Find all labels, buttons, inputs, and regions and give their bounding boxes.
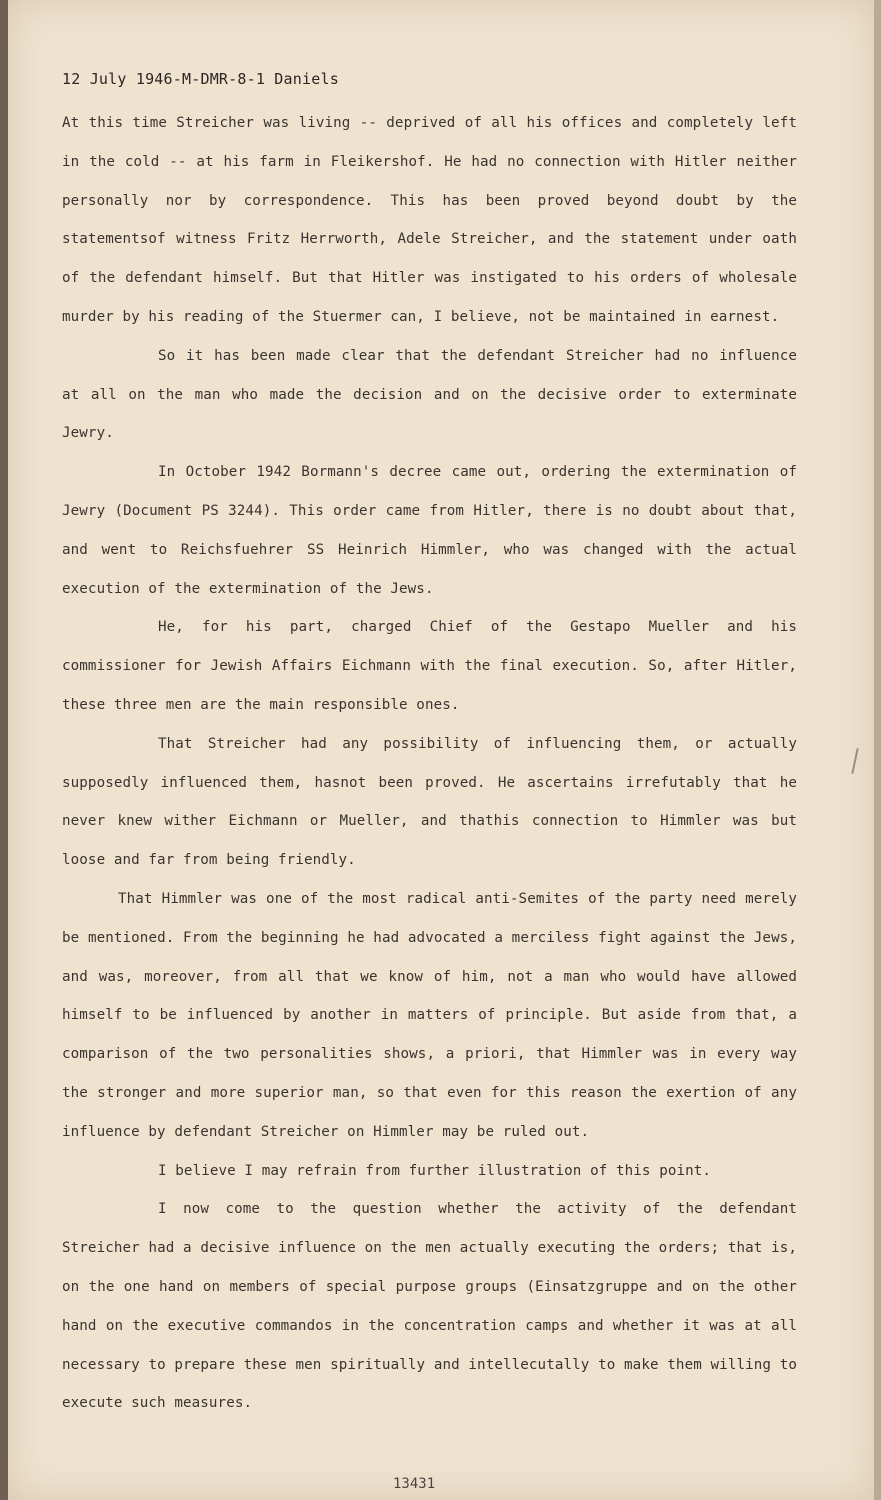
paragraph: That Himmler was one of the most radical anti-Semites of the party need merely be mentioned. From the beginning he had advocated a merciless fight against the Jews, and was, moreover, from all that we know of him, not a man who would have allowed himself to be influenced by another in matters of principle. But aside from that, a comparison of the two personalities shows, a priori, that Himmler was in every way the stronger and more superior man, so that even for this reason the exertion of any influence by defendant Streicher on Himmler may be ruled out.: [62, 890, 797, 1140]
page-edge: [0, 0, 8, 1500]
paragraph: So it has been made clear that the defendant Streicher had no influence at all on the man who made the decision and on the decisive order to exterminate Jewry.: [62, 347, 797, 442]
paragraph: In October 1942 Bormann's decree came out, ordering the extermination of Jewry (Document PS 3244). This order came from Hitler, there is no doubt about that, and went to Reichsfuehrer SS Heinrich Himmler, who was changed with the actual execution of the extermination of the Jews.: [62, 464, 797, 597]
page-number: 13431: [393, 1476, 436, 1492]
paragraph: I believe I may refrain from further illustration of this point.: [158, 1162, 712, 1179]
paragraph: At this time Streicher was living -- deprived of all his offices and completely left in the cold -- at his farm in Fleikershof. He had no connection with Hitler neither personally nor by correspondence. This has been proved beyond doubt by the statementsof witness Fritz Herrworth, Adele Streicher, and the statement under oath of the defendant himself. But that Hitler was instigated to his orders of wholesale murder by his reading of the Stuermer can, I believe, not be maintained in earnest.: [62, 115, 797, 325]
paragraph: He, for his part, charged Chief of the Gestapo Mueller and his commissioner for Jewish Affairs Eichmann with the final execution. So, after Hitler, these three men are the main responsible ones.: [62, 619, 797, 713]
page-header: 12 July 1946-M-DMR-8-1 Daniels: [62, 70, 339, 88]
margin-mark: [851, 748, 858, 774]
document-body: [62, 104, 797, 1423]
paragraph: I now come to the question whether the activity of the defendant Streicher had a decisive influence on the men actually executing the orders; that is, on the one hand on members of special purpose groups (Einsatzgruppe and on the other hand on the executive commandos in the concentration camps and whether it was at all necessary to prepare these men spiritually and intellecutally to make them willing to execute such measures.: [62, 1201, 797, 1412]
paragraph: That Streicher had any possibility of influencing them, or actually supposedly influenced them, hasnot been proved. He ascertains irrefutably that he never knew wither Eichmann or Mueller, and thathis connection to Himmler was but loose and far from being friendly.: [62, 735, 797, 869]
